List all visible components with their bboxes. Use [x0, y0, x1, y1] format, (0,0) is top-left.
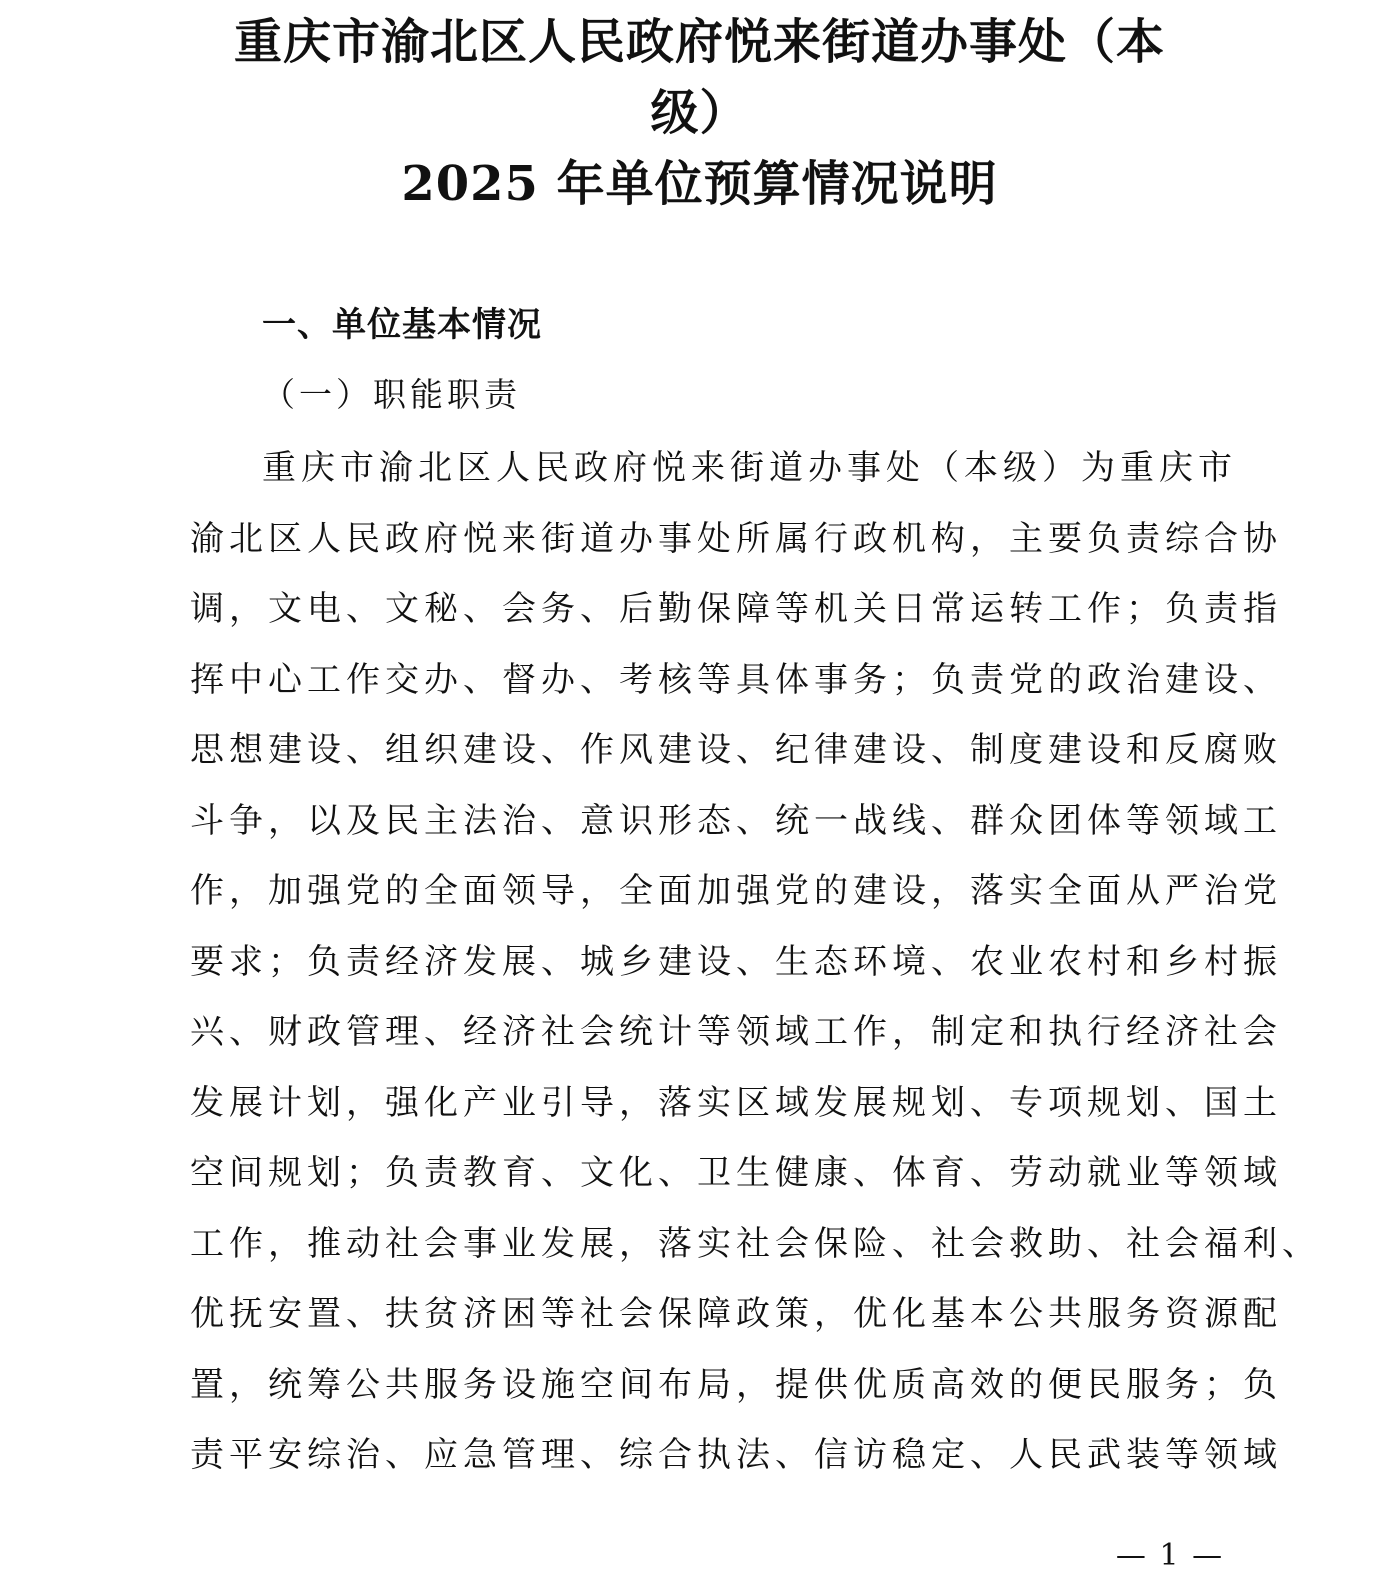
body-line: 责平安综治、应急管理、综合执法、信访稳定、人民武装等领域: [190, 1435, 1282, 1475]
page-number: — 1 —: [1115, 1538, 1225, 1573]
body-line: 思想建设、组织建设、作风建设、纪律建设、制度建设和反腐败: [190, 730, 1282, 770]
body-line: 兴、财政管理、经济社会统计等领域工作，制定和执行经济社会: [190, 1012, 1282, 1052]
body-line: 空间规划；负责教育、文化、卫生健康、体育、劳动就业等领域: [190, 1153, 1282, 1193]
body-line: 挥中心工作交办、督办、考核等具体事务；负责党的政治建设、: [190, 659, 1282, 700]
subsection-heading: （一）职能职责: [262, 375, 521, 414]
body-line: 调，文电、文秘、会务、后勤保障等机关日常运转工作；负责指: [190, 589, 1282, 629]
body-line: 斗争，以及民主法治、意识形态、统一战线、群众团体等领域工: [190, 800, 1282, 841]
document-title-line-1: 重庆市渝北区人民政府悦来街道办事处（本: [233, 14, 1165, 70]
body-line: 工作，推动社会事业发展，落实社会保险、社会救助、社会福利、: [190, 1223, 1321, 1264]
body-line: 重庆市渝北区人民政府悦来街道办事处（本级）为重庆市: [262, 448, 1237, 488]
document-title-line-2: 级）: [650, 85, 749, 141]
document-title-line-3: 2025 年单位预算情况说明: [401, 156, 998, 212]
body-line: 发展计划，强化产业引导，落实区域发展规划、专项规划、国土: [190, 1082, 1282, 1123]
body-line: 要求；负责经济发展、城乡建设、生态环境、农业农村和乡村振: [190, 941, 1282, 982]
body-line: 渝北区人民政府悦来街道办事处所属行政机构，主要负责综合协: [190, 518, 1282, 559]
body-line: 置，统筹公共服务设施空间布局，提供优质高效的便民服务；负: [190, 1364, 1282, 1405]
body-line: 作，加强党的全面领导，全面加强党的建设，落实全面从严治党: [190, 871, 1282, 911]
body-paragraph: [190, 444, 1321, 1502]
section-heading: 一、单位基本情况: [262, 305, 542, 345]
body-line: 优抚安置、扶贫济困等社会保障政策，优化基本公共服务资源配: [190, 1294, 1282, 1334]
